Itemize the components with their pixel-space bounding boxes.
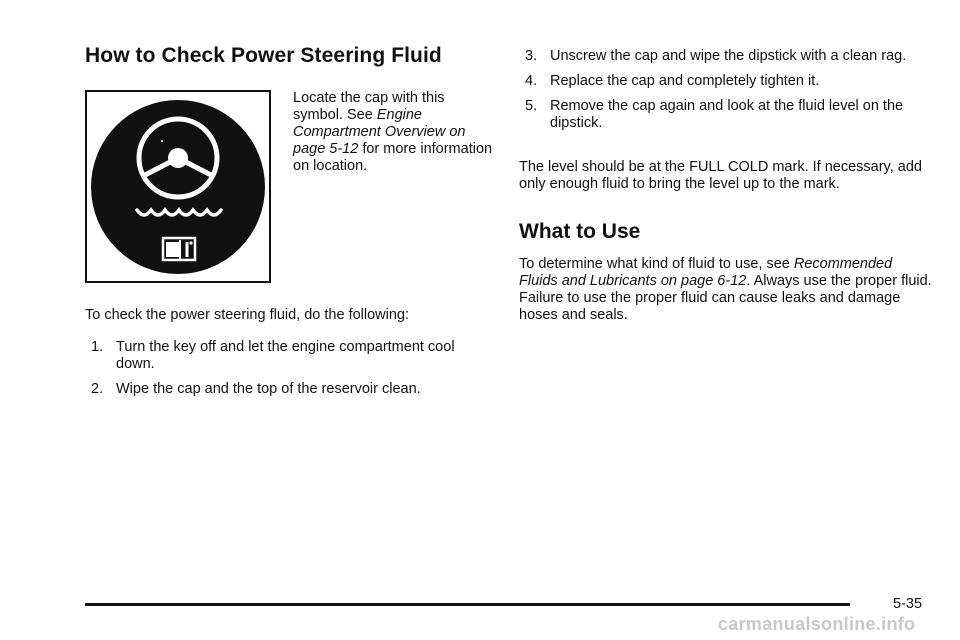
recommended-fluids-reference[interactable]: Recommended Fluids and Lubricants on page 6-12 bbox=[519, 256, 893, 289]
list-item: 5. Remove the cap again and look at the fluid level on the dipstick. bbox=[525, 98, 904, 131]
locate-text: Locate the cap with this symbol. See bbox=[293, 90, 445, 123]
check-intro: To check the power steering fluid, do the following: bbox=[85, 307, 410, 323]
footer-rule bbox=[85, 603, 850, 606]
page-number: 5-35 bbox=[893, 596, 923, 612]
watermark: carmanualsonline.info bbox=[718, 614, 916, 634]
list-item: 2. Wipe the cap and the top of the reservoir clean. bbox=[91, 381, 421, 397]
locate-text-after: for more information on location. bbox=[293, 141, 493, 174]
level-paragraph: The level should be at the FULL COLD mark. If necessary, add only enough fluid to bring the level up to the mark. bbox=[519, 159, 922, 192]
list-item: 3. Unscrew the cap and wipe the dipstick with a clean rag. bbox=[525, 48, 907, 64]
steps-list-right bbox=[519, 48, 939, 140]
what-to-use-heading: What to Use bbox=[519, 220, 641, 243]
what-to-use-paragraph: To determine what kind of fluid to use, see Recommended Fluids and Lubricants on page 6-12. Always use the proper fluid. Failure to use the proper fluid can cause leaks and damage hoses and seals. bbox=[519, 256, 932, 323]
section-heading: How to Check Power Steering Fluid bbox=[85, 44, 442, 67]
list-item: 1. Turn the key off and let the engine compartment cool down. bbox=[91, 339, 455, 372]
symbol-figure bbox=[85, 90, 271, 283]
power-steering-fluid-symbol-icon bbox=[87, 92, 269, 281]
locate-paragraph bbox=[293, 90, 493, 175]
steps-list-left bbox=[85, 339, 485, 406]
list-item: 4. Replace the cap and completely tighten it. bbox=[525, 73, 820, 89]
engine-compartment-reference[interactable]: Engine Compartment Overview on page 5-12 bbox=[293, 107, 466, 157]
